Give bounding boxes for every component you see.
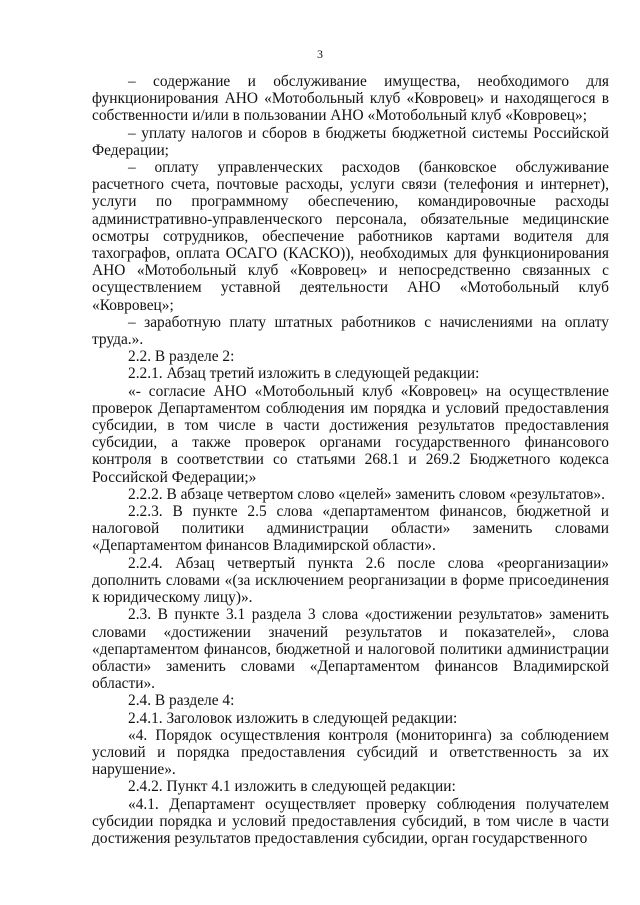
paragraph-section-2-2-2: 2.2.2. В абзаце четвертом слово «целей» заменить словом «результатов». (128, 485, 605, 503)
document-body (92, 73, 609, 847)
paragraph-section-4-heading: «4. Порядок осуществления контроля (мониторинга) за соблюдением условий и порядка предоставления субсидий и ответственность за их нарушение». (92, 726, 609, 779)
paragraph-section-2-2-4: 2.2.4. Абзац четвертый пункта 2.6 после слова «реорганизации» дополнить словами «(за исключением реорганизации в форме присоединения к юридическому лицу)». (92, 554, 609, 607)
paragraph-management-expenses: – оплату управленческих расходов (банковское обслуживание расчетного счета, почтовые расходы, услуги связи (телефония и интернет), услуги по программному обеспечению, командировочные расходы административно-управленческого персонала, обязательные медицинские осмотры сотрудников, обеспечение работников картами водителя для тахографов, оплата ОСАГО (КАСКО)), необходимых для функционирования АНО «Мотобольный клуб «Ковровец» и непосредственно связанных с осуществлением уставной деятельности АНО «Мотобольный клуб «Ковровец»; (92, 159, 609, 314)
paragraph-section-2-2-1: 2.2.1. Абзац третий изложить в следующей редакции: (128, 365, 480, 383)
paragraph-section-4-1: «4.1. Департамент осуществляет проверку соблюдения получателем субсидии порядка и условий предоставления субсидий, в том числе в части достижения результатов предоставления субсидии, орган государственного (92, 795, 609, 847)
paragraph-section-2-2-3: 2.2.3. В пункте 2.5 слова «департаментом финансов, бюджетной и налоговой политики администрации области» заменить словами «Департаментом финансов Владимирской области». (92, 503, 609, 555)
paragraph-section-2-4-2: 2.4.2. Пункт 4.1 изложить в следующей редакции: (128, 778, 456, 796)
paragraph-section-2-3: 2.3. В пункте 3.1 раздела 3 слова «достижении результатов» заменить словами «достижении значений результатов и показателей», слова «департаментом финансов, бюджетной и налоговой политики администрации области» заменить словами «Департаментом финансов Владимирской области». (92, 606, 609, 693)
paragraph-section-2-4-1: 2.4.1. Заголовок изложить в следующей редакции: (128, 709, 458, 727)
paragraph-section-2-4: 2.4. В разделе 4: (128, 692, 235, 710)
paragraph-consent: «- согласие АНО «Мотобольный клуб «Ковровец» на осуществление проверок Департаментом соблюдения им порядка и условий предоставления субсидии, в том числе в части достижения результатов предоставления субсидии, а также проверок органами государственного финансового контроля в соответствии со статьями 268.1 и 269.2 Бюджетного кодекса Российской Федерации;» (92, 382, 609, 486)
paragraph-property-maintenance: – содержание и обслуживание имущества, необходимого для функционирования АНО «Мотобольный клуб «Ковровец» и находящегося в собственности и/или в пользовании АНО «Мотобольный клуб «Ковровец»; (92, 73, 609, 125)
page-number: 3 (317, 47, 323, 61)
paragraph-salary: – заработную плату штатных работников с начислениями на оплату труда.». (92, 313, 609, 349)
paragraph-section-2-2: 2.2. В разделе 2: (128, 348, 235, 366)
paragraph-taxes: – уплату налогов и сборов в бюджеты бюджетной системы Российской Федерации; (92, 124, 609, 159)
